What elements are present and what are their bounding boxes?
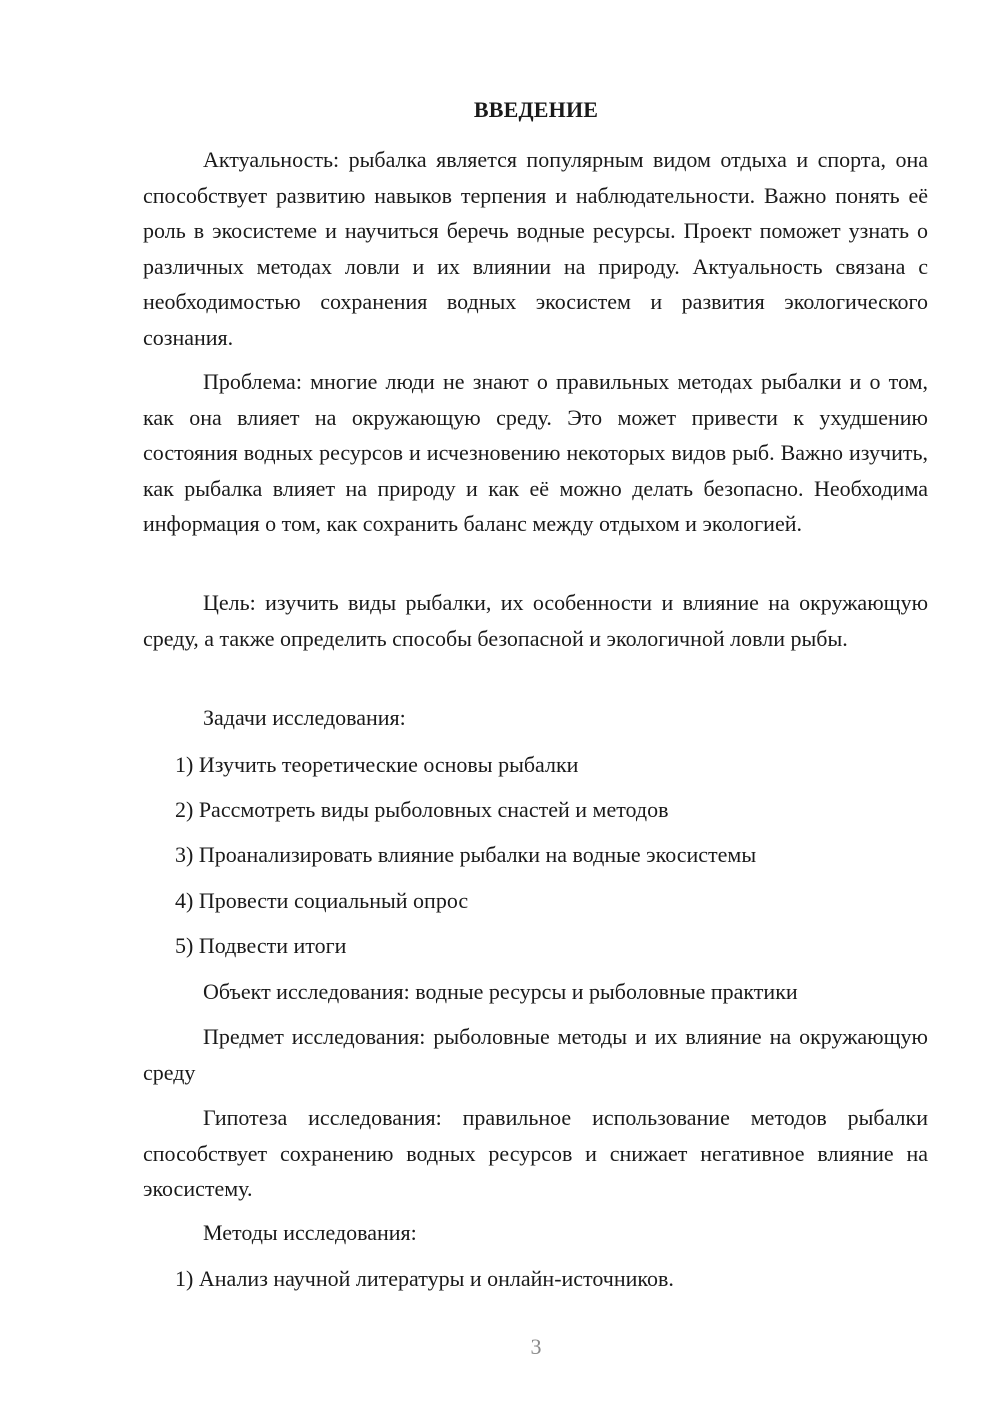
task-item: 5) Подвести итоги <box>175 933 347 958</box>
tasks-title-block <box>143 700 928 736</box>
problem-paragraph: Проблема: многие люди не знают о правильных методах рыбалки и о том, как она влияет на окружающую среду. Это может привести к ухудшению состояния водных ресурсов и исчезновению некоторых видов рыб. Важно изучить, как рыбалка влияет на природу и как её можно делать безопасно. Необходима информация о том, как сохранить баланс между отдыхом и экологией. <box>143 369 928 536</box>
goal-paragraph: Цель: изучить виды рыбалки, их особенности и влияние на окружающую среду, а также определить способы безопасной и экологичной ловли рыбы. <box>143 590 928 651</box>
problem-block <box>143 364 928 542</box>
section-heading: ВВЕДЕНИЕ <box>473 97 599 122</box>
task-item-2-block <box>143 792 928 828</box>
object-block <box>143 974 928 1010</box>
goal-block <box>143 585 928 656</box>
subject-block <box>143 1019 928 1090</box>
task-item-4-block <box>143 883 928 919</box>
method-item-1-block <box>143 1261 928 1297</box>
method-item: 1) Анализ научной литературы и онлайн-источников. <box>175 1266 674 1291</box>
task-item: 4) Провести социальный опрос <box>175 888 469 913</box>
task-item: 2) Рассмотреть виды рыболовных снастей и методов <box>175 797 669 822</box>
relevance-paragraph: Актуальность: рыбалка является популярным видом отдыха и спорта, она способствует развитию навыков терпения и наблюдательности. Важно понять её роль в экосистеме и научиться беречь водные ресурсы. Проект поможет узнать о различных методах ловли и их влиянии на природу. Актуальность связана с необходимостью сохранения водных экосистем и развития экологического сознания. <box>143 147 928 350</box>
tasks-title: Задачи исследования: <box>203 705 406 730</box>
task-item: 3) Проанализировать влияние рыбалки на водные экосистемы <box>175 842 757 867</box>
task-item-3-block <box>143 837 928 873</box>
hypothesis-block <box>143 1100 928 1207</box>
task-item-5-block <box>143 928 928 964</box>
object-paragraph: Объект исследования: водные ресурсы и рыболовные практики <box>203 979 798 1004</box>
subject-paragraph: Предмет исследования: рыболовные методы и их влияние на окружающую среду <box>143 1024 928 1085</box>
page-number: 3 <box>530 1334 542 1359</box>
relevance-block <box>143 142 928 355</box>
hypothesis-paragraph: Гипотеза исследования: правильное использование методов рыбалки способствует сохранению водных ресурсов и снижает негативное влияние на экосистему. <box>143 1105 928 1201</box>
methods-title-block <box>143 1215 928 1251</box>
methods-title: Методы исследования: <box>203 1220 417 1245</box>
task-item-1-block <box>143 747 928 783</box>
task-item: 1) Изучить теоретические основы рыбалки <box>175 752 579 777</box>
